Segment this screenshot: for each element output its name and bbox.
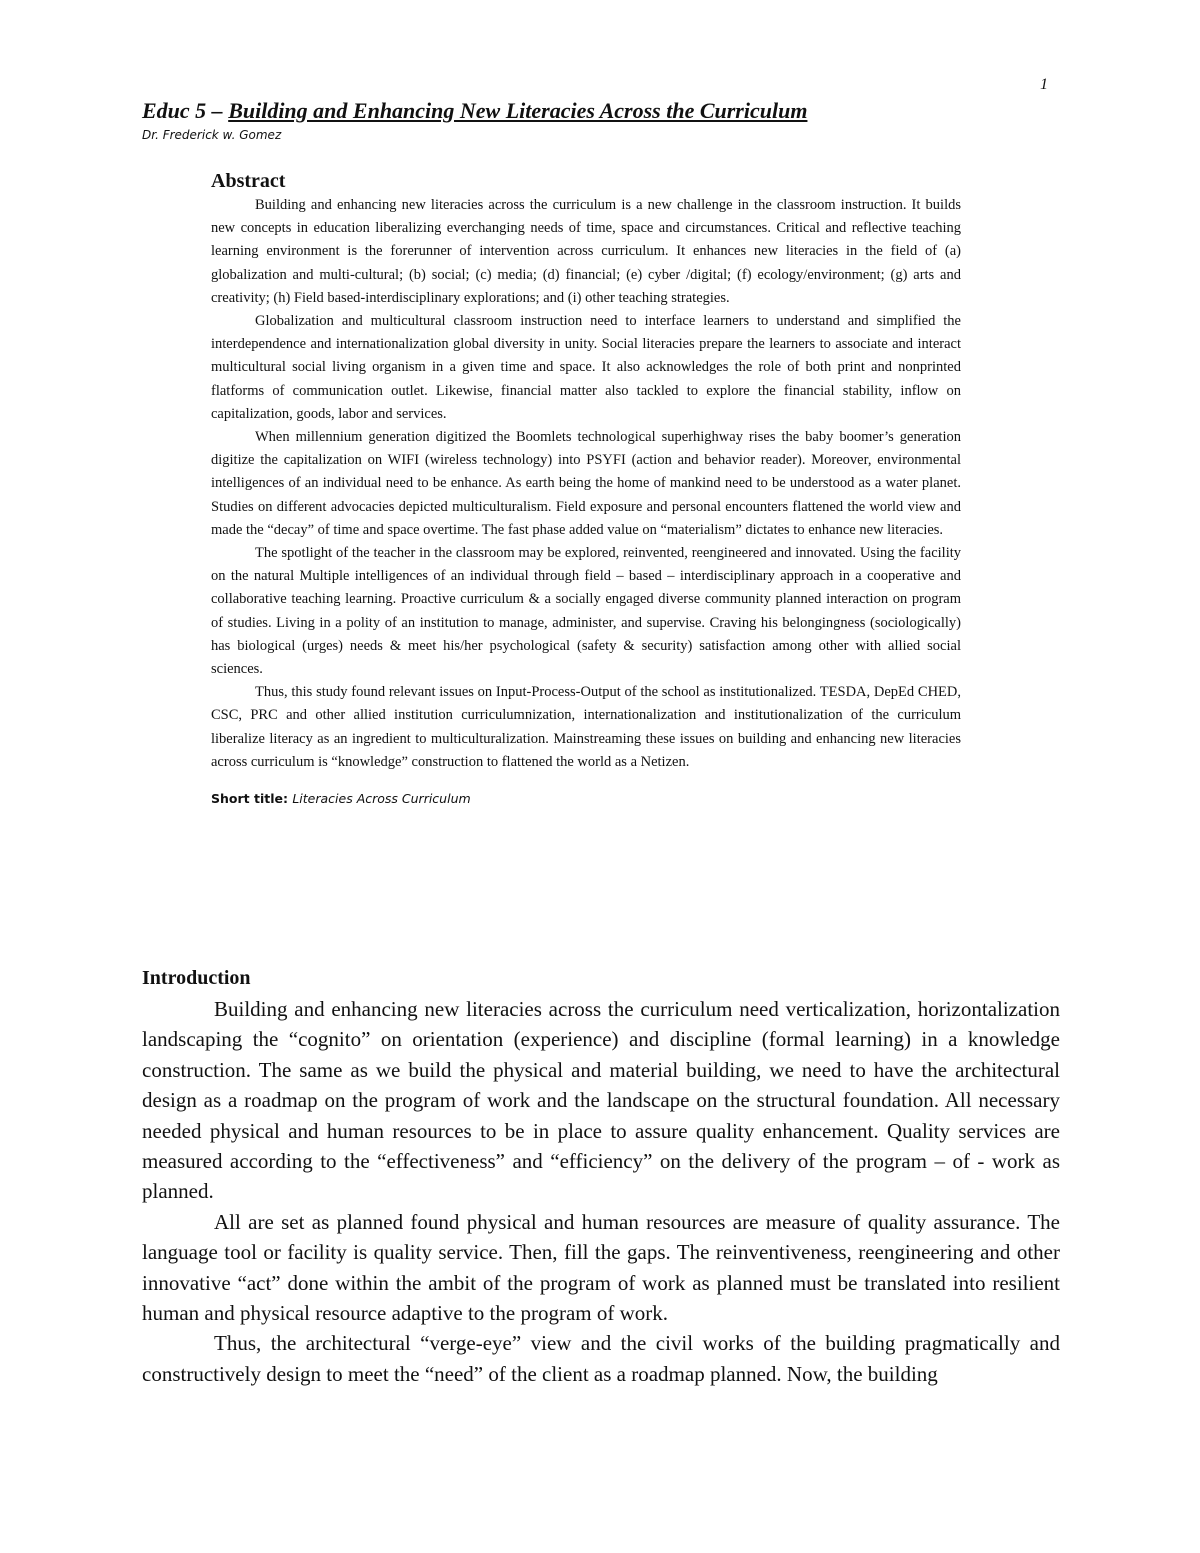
short-title-value: Literacies Across Curriculum <box>292 791 471 807</box>
short-title-colon: : <box>282 791 293 807</box>
introduction-heading: Introduction <box>142 967 251 989</box>
author-name: Dr. Frederick w. Gomez <box>142 128 282 142</box>
course-title <box>142 98 1062 124</box>
abstract-paragraph: The spotlight of the teacher in the classroom may be explored, reinvented, reengineered and innovated. Using the facility on the natural Multiple intelligences of an individual through field – based – interdisciplinary approach in a cooperative and collaborative teaching learning. Proactive curriculum & a socially engaged diverse community planned interaction on program of studies. Living in a polity of an institution to manage, administer, and supervise. Craving his belongingness (sociologically) has biological (urges) needs & meet his/her psychological (safety & security) satisfaction among other with allied social sciences. <box>211 545 961 678</box>
introduction-section <box>142 964 1060 1389</box>
short-title <box>211 789 961 809</box>
abstract-paragraph: Thus, this study found relevant issues on Input-Process-Output of the school as institutionalized. TESDA, DepEd CHED, CSC, PRC and other allied institution curriculumnization, internationalization and institutionalization of the curriculum liberalize literacy as an ingredient to multiculturalization. Mainstreaming these issues on building and enhancing new literacies across curriculum is “knowledge” construction to flattened the world as a Netizen. <box>211 684 961 770</box>
abstract-section <box>211 168 961 809</box>
introduction-paragraph: Building and enhancing new literacies across the curriculum need verticalization, horizontalization landscaping the “cognito” on orientation (experience) and discipline (formal learning) in a knowledge construction. The same as we build the physical and material building, we need to have the architectural design as a roadmap on the program of work and the landscape on the structural foundation. All necessary needed physical and human resources to be in place to assure quality enhancement. Quality services are measured according to the “effectiveness” and “efficiency” on the delivery of the program – of - work as planned. <box>142 997 1060 1204</box>
abstract-paragraph: Building and enhancing new literacies across the curriculum is a new challenge in the classroom instruction. It builds new concepts in education liberalizing everchanging needs of time, space and circumstances. Critical and reflective teaching learning environment is the forerunner of intervention across curriculum. It enhances new literacies in the field of (a) globalization and multi-cultural; (b) social; (c) media; (d) financial; (e) cyber /digital; (f) ecology/environment; (g) arts and creativity; (h) Field based-interdisciplinary explorations; and (i) other teaching strategies. <box>211 197 961 306</box>
abstract-paragraph: Globalization and multicultural classroom instruction need to interface learners to understand and simplified the interdependence and internationalization global diversity in unity. Social literacies prepare the learners to associate and interact multicultural social living organism in a given time and space. It also acknowledges the role of both print and nonprinted flatforms of communication outlet. Likewise, financial matter also tackled to explore the financial stability, inflow on capitalization, goods, labor and services. <box>211 313 961 422</box>
introduction-paragraph: Thus, the architectural “verge-eye” view and the civil works of the building pragmatically and constructively design to meet the “need” of the client as a roadmap planned. Now, the building <box>142 1331 1060 1386</box>
course-name: Building and Enhancing New Literacies Across the Curriculum <box>228 98 808 123</box>
document-header <box>142 98 1062 144</box>
short-title-label: Short title <box>211 791 283 807</box>
page-number: 1 <box>1040 76 1048 93</box>
introduction-paragraph: All are set as planned found physical and human resources are measure of quality assurance. The language tool or facility is quality service. Then, fill the gaps. The reinventiveness, reengineering and other innovative “act” done within the ambit of the program of work as planned must be translated into resilient human and physical resource adaptive to the program of work. <box>142 1209 1060 1326</box>
abstract-heading: Abstract <box>211 170 286 192</box>
abstract-paragraph: When millennium generation digitized the Boomlets technological superhighway rises the baby boomer’s generation digitize the capitalization on WIFI (wireless technology) into PSYFI (action and behavior reader). Moreover, environmental intelligences of an individual need to be enhance. As earth being the home of mankind need to be understood as a water planet. Studies on different advocacies depicted multiculturalism. Field exposure and personal encounters flattened the world view and made the “decay” of time and space overtime. The fast phase added value on “materialism” dictates to enhance new literacies. <box>211 429 961 538</box>
course-code: Educ 5 – <box>142 98 229 123</box>
